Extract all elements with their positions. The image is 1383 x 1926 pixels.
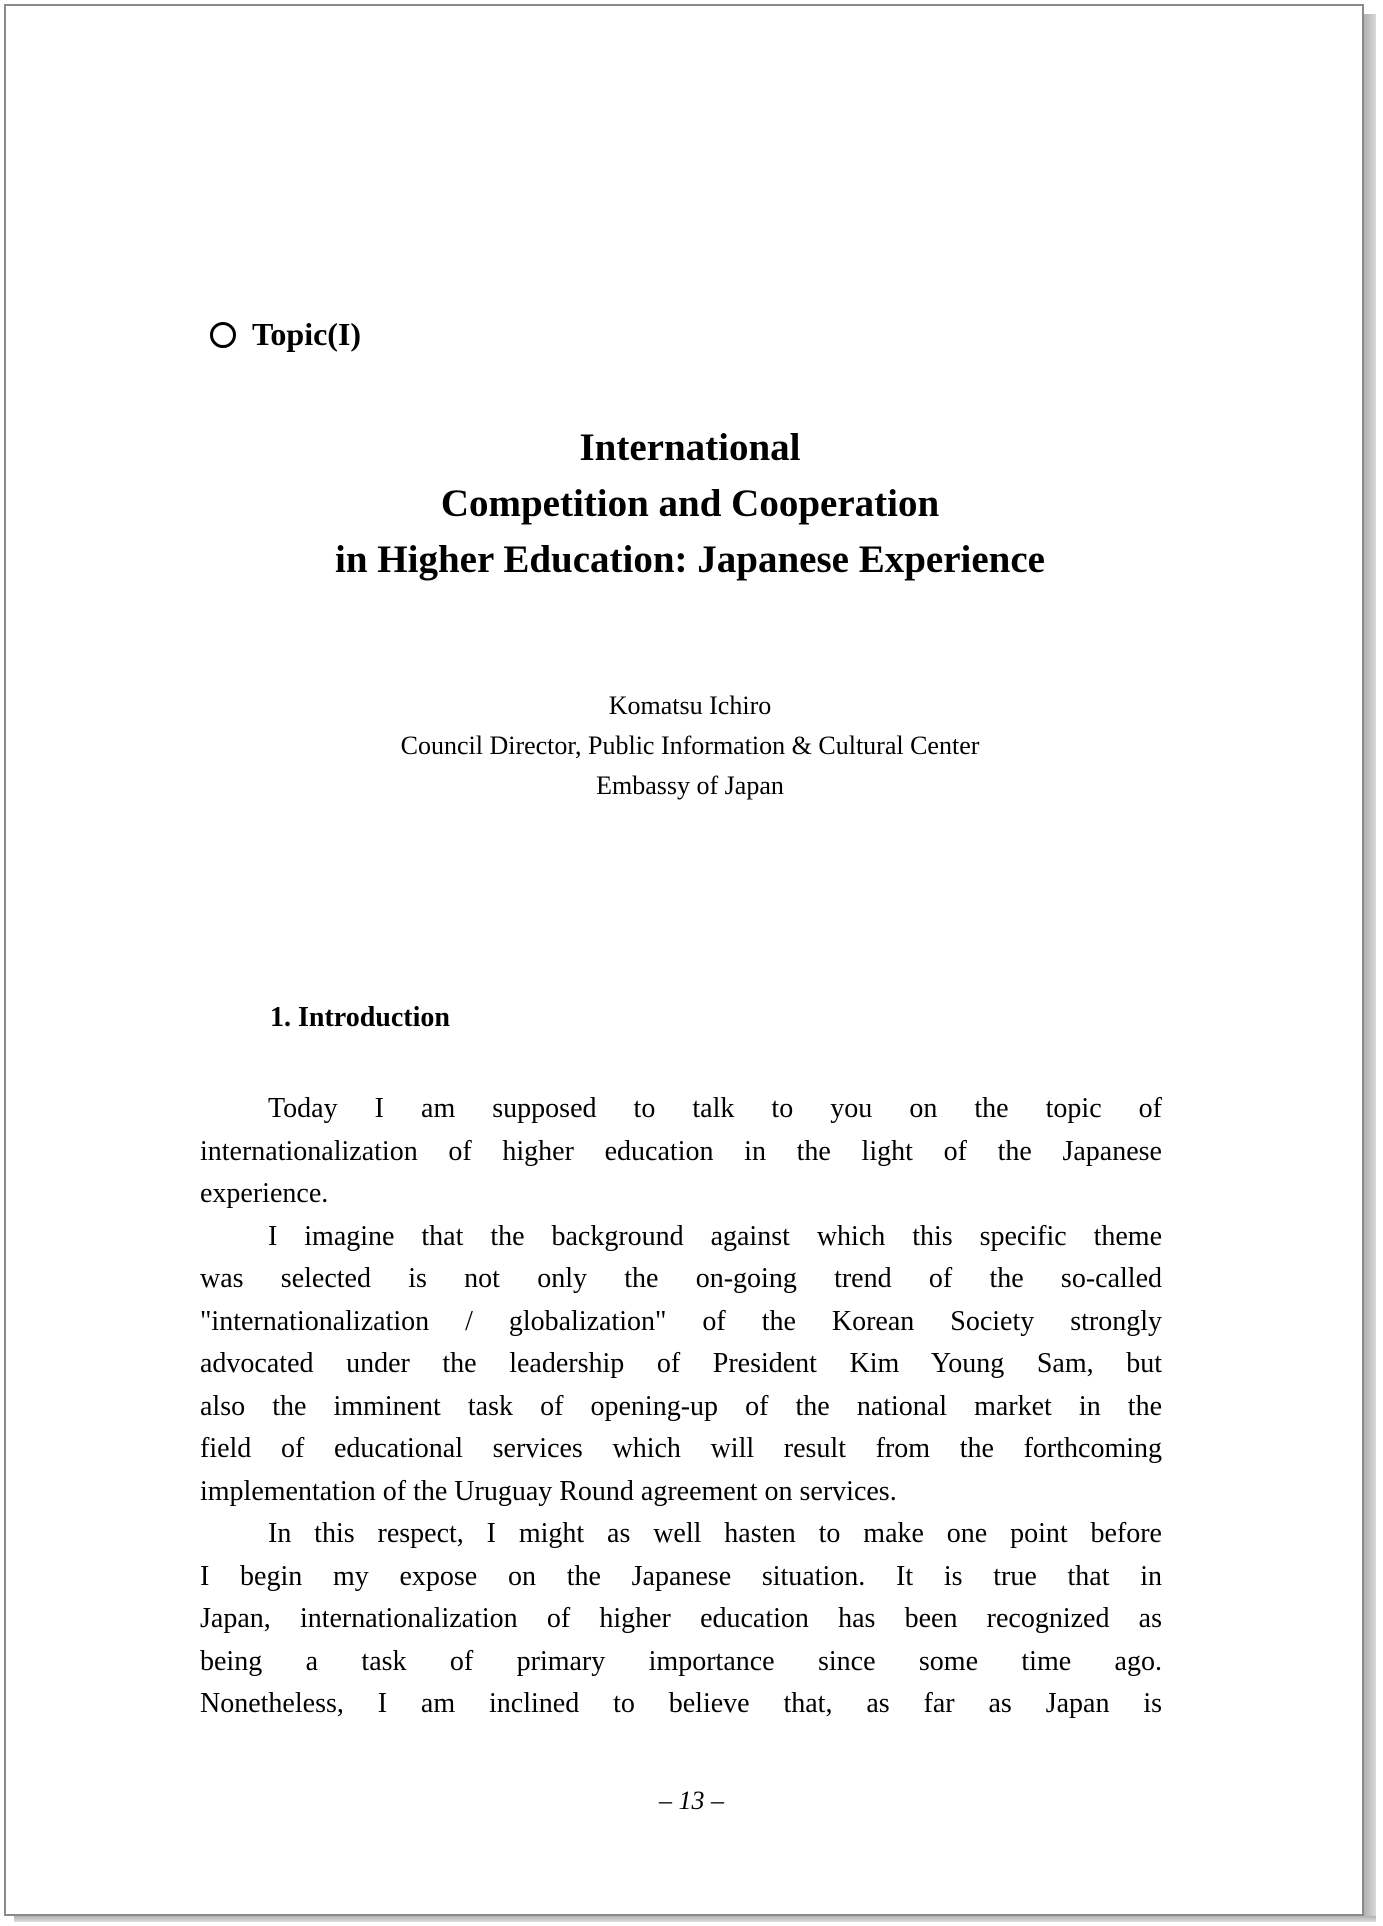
- text-line: field of educational services which will result from the forthcoming: [200, 1433, 1162, 1464]
- section-heading: 1. Introduction: [270, 1002, 450, 1033]
- text-line: was selected is not only the on-going trend of the so-called: [200, 1263, 1162, 1294]
- text-line: I imagine that the background against which this specific theme: [268, 1220, 1162, 1252]
- text-line: also the imminent task of opening-up of the national market in the: [200, 1390, 1162, 1422]
- paragraph: [200, 1216, 1162, 1514]
- text-line: implementation of the Uruguay Round agreement on services.: [200, 1475, 897, 1507]
- page-shadow: [1364, 14, 1376, 1920]
- page-shadow-bottom: [14, 1916, 1376, 1922]
- text-line: advocated under the leadership of President Kim Young Sam, but: [200, 1348, 1162, 1379]
- topic-label: [210, 316, 361, 353]
- body-text: [200, 1088, 1162, 1726]
- text-line: Today I am supposed to talk to you on the topic of: [268, 1093, 1162, 1124]
- text-line: being a task of primary importance since some time ago.: [200, 1645, 1162, 1677]
- text-line: experience.: [200, 1178, 329, 1209]
- paragraph: [200, 1513, 1162, 1726]
- text-line: "internationalization / globalization" of the Korean Society strongly: [200, 1305, 1162, 1337]
- title-line-3: in Higher Education: Japanese Experience: [335, 538, 1045, 581]
- text-line: internationalization of higher education in the light of the Japanese: [200, 1135, 1162, 1167]
- text-line: I begin my expose on the Japanese situation. It is true that in: [200, 1560, 1162, 1592]
- author-block: [250, 686, 1130, 806]
- text-line: Nonetheless, I am inclined to believe that, as far as Japan is: [200, 1688, 1162, 1719]
- text-line: Japan, internationalization of higher education has been recognized as: [200, 1603, 1162, 1634]
- page-number: – 13 –: [659, 1786, 724, 1815]
- circle-bullet-icon: [210, 322, 236, 348]
- topic-text: Topic(I): [252, 316, 362, 352]
- text-line: In this respect, I might as well hasten to make one point before: [268, 1518, 1162, 1549]
- author-name: Komatsu Ichiro: [608, 691, 772, 720]
- author-position: Council Director, Public Information & Cultural Center: [400, 731, 980, 760]
- title-line-1: International: [579, 426, 801, 469]
- title-line-2: Competition and Cooperation: [440, 482, 940, 525]
- document-title: [200, 420, 1180, 588]
- author-organization: Embassy of Japan: [596, 771, 784, 800]
- paragraph: [200, 1088, 1162, 1216]
